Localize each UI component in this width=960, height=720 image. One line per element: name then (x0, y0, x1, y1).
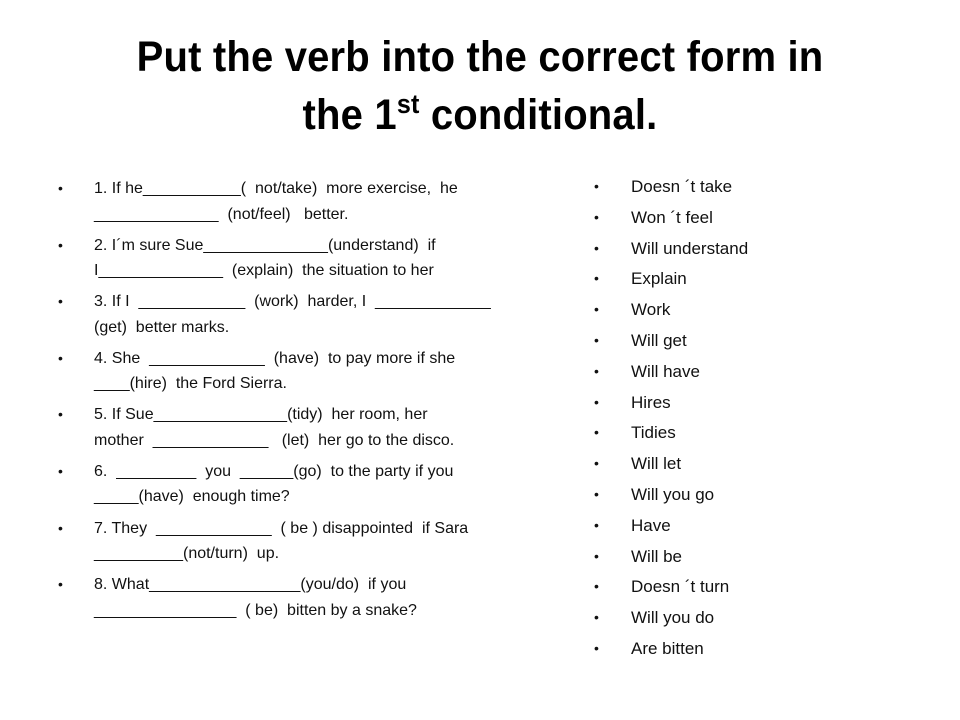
bullet-icon: • (58, 180, 63, 196)
answer-text: Will you go (631, 484, 715, 504)
bullet-icon: • (58, 519, 63, 536)
answer-item (594, 422, 914, 453)
exercise-line: mother _____________ (let) her go to the disco. (94, 431, 455, 449)
answer-text: Will understand (631, 238, 749, 258)
exercise-line: 6. _________ you ______(go) to the party if you (94, 462, 454, 480)
answer-text: Will get (631, 330, 687, 350)
answer-text: Will be (631, 546, 683, 566)
exercise-line: _____(have) enough time? (94, 488, 290, 506)
exercise-item-6 (58, 459, 558, 510)
title-line-2 (71, 86, 889, 144)
exercise-item-7 (58, 516, 558, 567)
answer-item (594, 330, 914, 361)
answer-text: Doesn ´t take (631, 177, 733, 196)
answer-text: Have (631, 515, 671, 535)
title-superscript: st (396, 89, 420, 119)
bullet-icon: • (58, 462, 63, 479)
bullet-icon: • (58, 236, 63, 253)
answer-text: Work (631, 300, 671, 320)
bullet-icon: • (594, 516, 599, 533)
answer-item (594, 546, 914, 577)
exercise-line: (get) better marks. (94, 318, 230, 336)
title-line-2-text: the 1 (302, 91, 397, 139)
bullet-icon: • (594, 301, 599, 318)
answer-text: Hires (631, 392, 671, 412)
exercise-item-4 (58, 346, 558, 397)
bullet-icon: • (594, 331, 599, 348)
answer-item (594, 176, 914, 207)
answer-item (594, 576, 914, 607)
answer-item (594, 299, 914, 330)
exercise-line: __________(not/turn) up. (94, 545, 280, 563)
exercise-line: 8. What_________________(you/do) if you (94, 576, 407, 594)
answer-item (594, 361, 914, 392)
answer-item (594, 607, 914, 638)
answer-item (594, 392, 914, 423)
answer-item (594, 238, 914, 269)
exercise-item-1 (58, 176, 558, 227)
title-line-2-end: conditional. (419, 91, 658, 139)
exercise-line: 2. I´m sure Sue______________(understand) if (94, 236, 436, 254)
answer-item (594, 453, 914, 484)
bullet-icon: • (594, 547, 599, 564)
answer-item (594, 638, 914, 669)
bullet-icon: • (58, 293, 63, 310)
answer-item (594, 484, 914, 515)
answer-item (594, 515, 914, 546)
exercise-line: I______________ (explain) the situation to her (94, 262, 434, 280)
answer-text: Won ´t feel (631, 207, 713, 227)
bullet-icon: • (58, 406, 63, 423)
exercise-line: ______________ (not/feel) better. (94, 205, 349, 223)
answer-item (594, 268, 914, 299)
answer-text: Doesn ´t turn (631, 577, 730, 597)
bullet-icon: • (594, 362, 599, 379)
bullet-icon: • (594, 578, 599, 595)
bullet-icon: • (594, 424, 599, 441)
bullet-icon: • (58, 576, 63, 593)
bullet-icon: • (594, 239, 599, 256)
answer-text: Are bitten (631, 638, 704, 658)
exercise-item-2 (58, 233, 558, 284)
title-line-1: Put the verb into the correct form in (136, 33, 824, 81)
exercise-item-8 (58, 572, 558, 623)
slide-title (71, 28, 889, 144)
exercise-line: ____(hire) the Ford Sierra. (94, 375, 287, 393)
answer-text: Tidies (631, 423, 676, 443)
bullet-icon: • (594, 455, 599, 472)
exercise-line: 3. If I ____________ (work) harder, I _____________ (94, 293, 491, 311)
bullet-icon: • (594, 393, 599, 410)
answer-item (594, 207, 914, 238)
answer-list (594, 176, 914, 669)
answer-text: Will have (631, 361, 700, 381)
exercise-line: ________________ ( be) bitten by a snake? (94, 601, 417, 619)
bullet-icon: • (58, 349, 63, 366)
bullet-icon: • (594, 208, 599, 225)
exercise-line: 5. If Sue_______________(tidy) her room, her (94, 406, 428, 424)
bullet-icon: • (594, 609, 599, 626)
exercise-item-5 (58, 402, 558, 453)
exercise-line: 4. She _____________ (have) to pay more if she (94, 349, 456, 367)
bullet-icon: • (594, 485, 599, 502)
answer-text: Will let (631, 454, 682, 474)
exercise-item-3 (58, 289, 558, 340)
answer-text: Will you do (631, 608, 715, 628)
bullet-icon: • (594, 639, 599, 656)
bullet-icon: • (594, 270, 599, 287)
bullet-icon: • (594, 178, 599, 194)
exercise-line: 1. If he___________( not/take) more exercise, he (94, 180, 458, 197)
exercise-list (58, 176, 558, 629)
exercise-line: 7. They _____________ ( be ) disappointed if Sara (94, 519, 469, 537)
answer-text: Explain (631, 269, 687, 289)
